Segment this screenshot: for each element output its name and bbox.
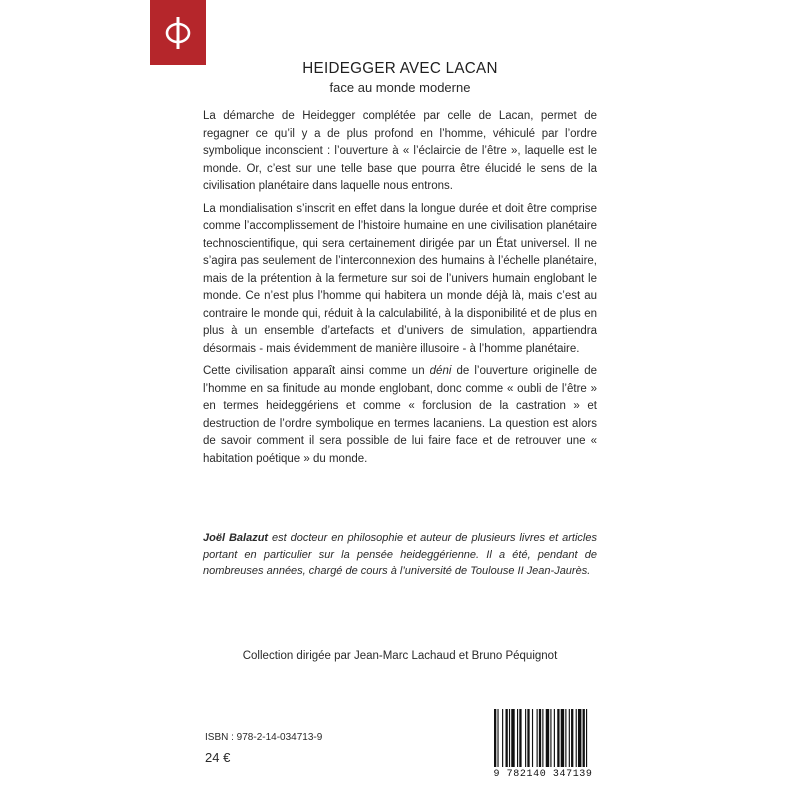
isbn: ISBN : 978-2-14-034713-9 — [205, 732, 323, 743]
collection-credit: Collection dirigée par Jean-Marc Lachaud et Bruno Péquignot — [242, 650, 558, 662]
publisher-logo — [150, 0, 206, 65]
book-subtitle: face au monde moderne — [329, 80, 471, 95]
paragraph-3-end: de l’ouverture originelle de l’homme en sa finitude au monde englobant, donc comme « oubli de l’être » en termes heideggériens et comme « forclusion de la castration » et destruction de l’ordre symbolique en termes lacaniens. La question est alors de savoir comment il sera possible de lui faire face et de retrouver une « habitation poétique » du monde. — [203, 365, 597, 465]
book-title: HEIDEGGER AVEC LACAN — [302, 60, 498, 77]
blurb — [203, 108, 597, 473]
author-name: Joël Balazut — [203, 532, 269, 544]
blurb-paragraph-3 — [203, 363, 597, 468]
phi-icon — [163, 13, 193, 53]
paragraph-3-emphasis: déni — [429, 365, 452, 377]
barcode-icon — [488, 707, 598, 769]
blurb-paragraph-2: La mondialisation s’inscrit en effet dans la longue durée et doit être comprise comme l’accomplissement de l’histoire humaine en une civilisation planétaire technoscientifique, qui sera certainement dirigée par un État universel. Il ne s’agira pas seulement de l’interconnexion des humains à l’échelle planétaire, mais de la prétention à la fermeture sur soi de l’univers humain englobant le monde. Ce n’est plus l’homme qui habitera un monde déjà là, mais c’est au contraire le monde qui, réduit à la calculabilité, à la disponibilité et de plus en plus à un ensemble d’artefacts et d’univers de simulation, appartiendra désormais - mais évidemment de manière illusoire - à l’homme planétaire. — [203, 202, 597, 355]
price: 24 € — [205, 750, 231, 765]
author-bio-text: est docteur en philosophie et auteur de plusieurs livres et articles portant en particulier sur la pensée heideggérienne. Il a été, pendant de nombreuses années, chargé de cours à l’université de Toulouse II Jean-Jaurès. — [203, 532, 597, 577]
author-bio — [203, 530, 597, 580]
blurb-paragraph-1: La démarche de Heidegger complétée par celle de Lacan, permet de regagner ce qu’il y a de plus profond en l’homme, véhiculé par l’ordre symbolique inconscient : l’ouverture à « l’éclaircie de l’être », laquelle est le monde. Or, c’est sur une telle base que pourra être élucidé le sens de la civilisation planétaire dans laquelle nous entrons. — [203, 110, 597, 192]
paragraph-3-start: Cette civilisation apparaît ainsi comme un — [203, 365, 430, 377]
barcode-number: 9 782140 347139 — [493, 769, 593, 780]
